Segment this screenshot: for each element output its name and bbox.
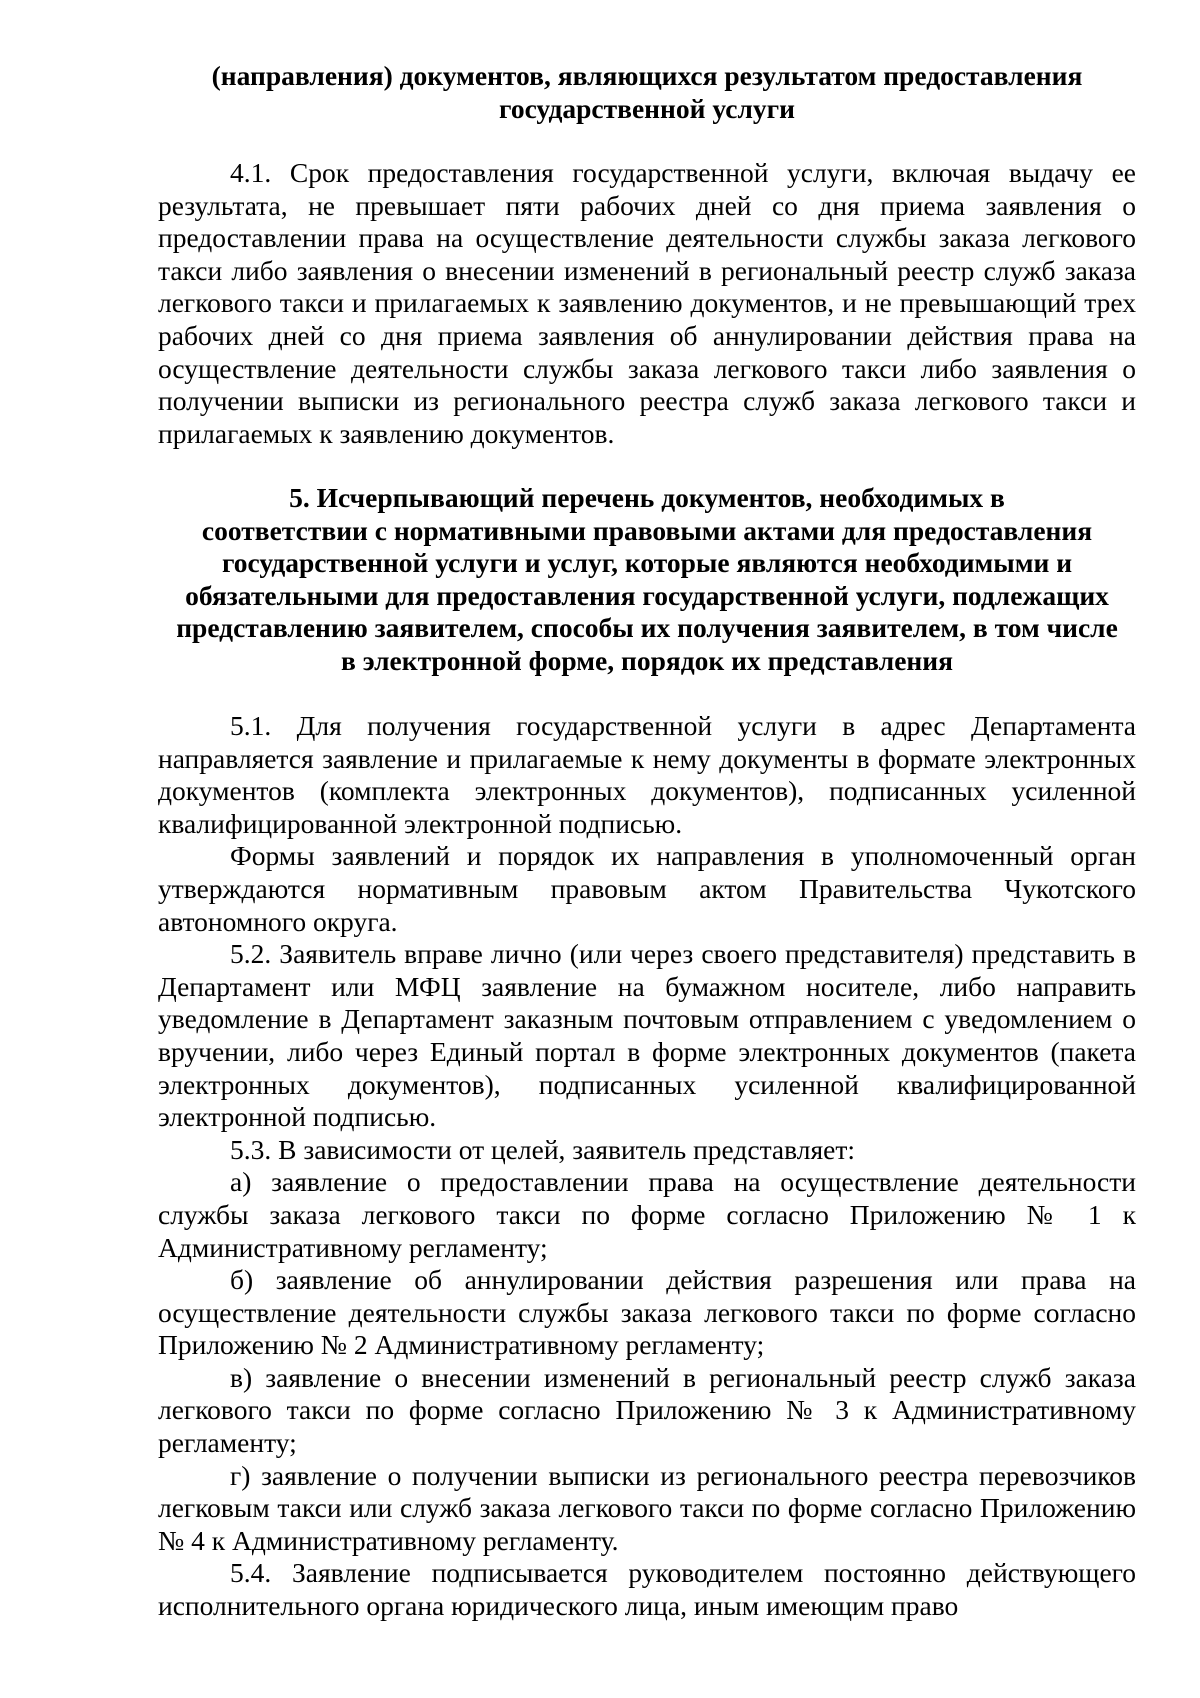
text-block-4 bbox=[158, 157, 1136, 450]
section-heading-5 bbox=[155, 482, 1139, 677]
list-item-v: в) заявление о внесении изменений в региональный реестр служб заказа легкового такси по форме согласно Приложению № 3 к Административному регламенту; bbox=[158, 1361, 1136, 1459]
heading-line: соответствии с нормативными правовыми актами для предоставления bbox=[201, 514, 1093, 546]
list-item-g: г) заявление о получении выписки из регионального реестра перевозчиков легковым такси или служб заказа легкового такси по форме согласно Приложению № 4 к Административному регламенту. bbox=[158, 1459, 1136, 1556]
heading-line: в электронной форме, порядок их представления bbox=[341, 644, 953, 676]
text-block-5 bbox=[158, 710, 1136, 1623]
section-heading-results bbox=[155, 60, 1139, 125]
heading-line: представлению заявителем, способы их получения заявителем, в том числе bbox=[176, 612, 1118, 643]
list-item-b: б) заявление об аннулировании действия разрешения или права на осуществление деятельности службы заказа легкового такси по форме согласно Приложению № 2 Административному регламенту; bbox=[158, 1264, 1136, 1361]
heading-line: обязательными для предоставления государственной услуги, подлежащих bbox=[185, 579, 1109, 611]
list-item-a: а) заявление о предоставлении права на осуществление деятельности службы заказа легкового такси по форме согласно Приложению № 1 к Административному регламенту; bbox=[158, 1166, 1136, 1263]
heading-line: (направления) документов, являющихся результатом предоставления bbox=[211, 60, 1083, 91]
paragraph-5-3: 5.3. В зависимости от целей, заявитель представляет: bbox=[230, 1133, 855, 1165]
paragraph-forms: Формы заявлений и порядок их направления в уполномоченный орган утверждаются нормативным правовым актом Правительства Чукотского автономного округа. bbox=[158, 840, 1136, 937]
paragraph-4-1: 4.1. Срок предоставления государственной услуги, включая выдачу ее результата, не превышает пяти рабочих дней со дня приема заявления о предоставлении права на осуществление деятельности службы заказа легкового такси либо заявления о внесении изменений в региональный реестр служб заказа легкового такси и прилагаемых к заявлению документов, и не превышающий трех рабочих дней со дня приема заявления об аннулировании действия права на осуществление деятельности службы заказа легкового такси либо заявления о получении выписки из регионального реестра служб заказа легкового такси и прилагаемых к заявлению документов. bbox=[158, 157, 1136, 449]
paragraph-5-4: 5.4. Заявление подписывается руководителем постоянно действующего исполнительного органа юридического лица, иным имеющим право bbox=[158, 1557, 1136, 1622]
heading-line: государственной услуги и услуг, которые являются необходимыми и bbox=[221, 547, 1073, 578]
heading-line: 5. Исчерпывающий перечень документов, необходимых в bbox=[289, 482, 1005, 513]
paragraph-5-1: 5.1. Для получения государственной услуги в адрес Департамента направляется заявление и прилагаемые к нему документы в формате электронных документов (комплекта электронных документов), подписанных усиленной квалифицированной электронной подписью. bbox=[158, 710, 1136, 839]
paragraph-5-2: 5.2. Заявитель вправе лично (или через своего представителя) представить в Департамент или МФЦ заявление на бумажном носителе, либо направить уведомление в Департамент заказным почтовым отправлением с уведомлением о вручении, либо через Единый портал в форме электронных документов (пакета электронных документов), подписанных усиленной квалифицированной электронной подписью. bbox=[158, 938, 1136, 1133]
heading-line: государственной услуги bbox=[499, 92, 795, 124]
